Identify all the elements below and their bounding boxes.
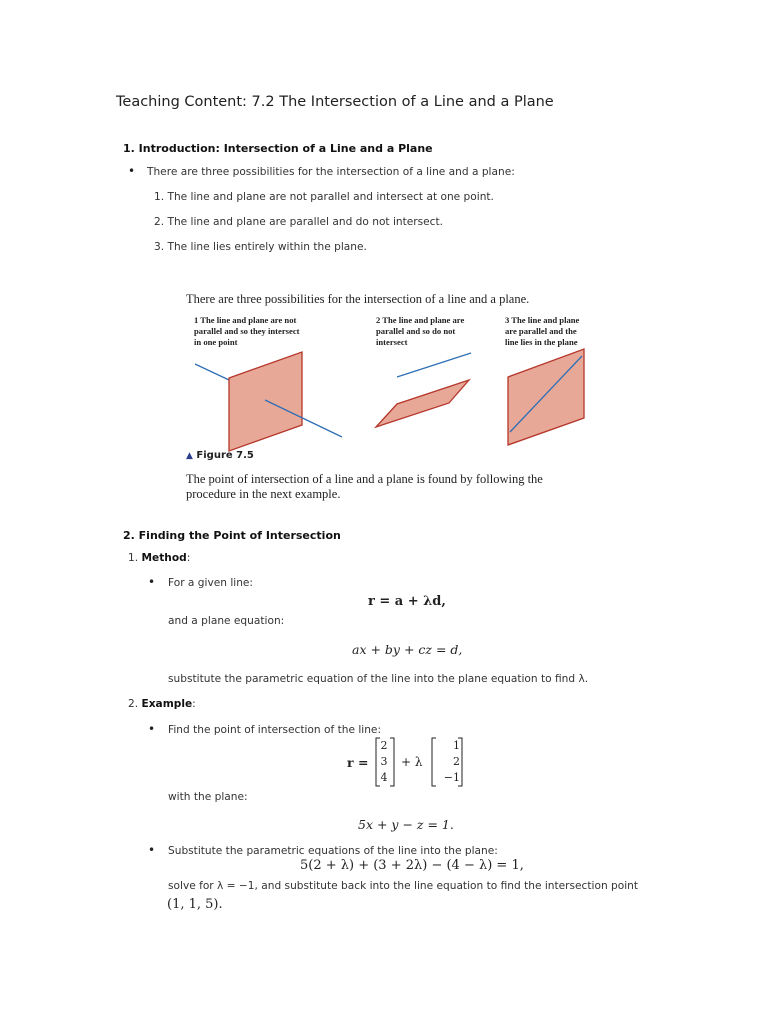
list-item: 1. The line and plane are not parallel and intersect at one point. [154, 191, 494, 203]
example-heading: 2. Example: [128, 698, 196, 710]
bullet-dot: • [148, 722, 156, 736]
substitute-bullet-text: Substitute the parametric equations of the line into the plane: [168, 845, 498, 857]
solve-text: solve for λ = −1, and substitute back into the line equation to find the intersection point [168, 880, 639, 892]
diagram-2 [376, 353, 471, 427]
bullet-dot: • [148, 575, 156, 589]
parallel-line [397, 353, 471, 377]
with-plane-text: with the plane: [168, 791, 248, 803]
section2-heading: 2. Finding the Point of Intersection [123, 529, 341, 542]
figure-caption-3: 3 The line and plane are parallel and the line lies in the plane [505, 315, 580, 347]
section1-bullet-text: There are three possibilities for the intersection of a line and a plane: [147, 166, 515, 178]
page-title: Teaching Content: 7.2 The Intersection of a Line and a Plane [116, 94, 554, 110]
list-item: 2. The line and plane are parallel and do not intersect. [154, 216, 444, 228]
list-item: 3. The line lies entirely within the plane. [154, 241, 367, 253]
plane-2 [376, 380, 469, 427]
section1-heading: 1. Introduction: Intersection of a Line and a Plane [123, 142, 433, 155]
intersection-point: (1, 1, 5). [167, 897, 223, 912]
diagram-3 [508, 349, 584, 445]
substitute-text: substitute the parametric equation of the line into the plane equation to find λ. [168, 673, 589, 685]
bullet-dot: • [148, 843, 156, 857]
figure-after-text: The point of intersection of a line and a plane is found by following the procedure in the next example. [186, 472, 543, 501]
vector-lhs: r = [347, 755, 369, 770]
bullet-dot: • [128, 164, 136, 178]
diagram-1 [195, 352, 342, 451]
method-heading: 1. Method: [128, 552, 191, 564]
vector-a: 2 3 4 [380, 739, 388, 784]
triangle-icon: ▲ [186, 451, 193, 461]
plane-3 [508, 349, 584, 445]
equation-substitution: 5(2 + λ) + (3 + 2λ) − (4 − λ) = 1, [300, 858, 524, 873]
method-bullet-text: For a given line: [168, 577, 254, 589]
equation-plane-2: 5x + y − z = 1. [358, 817, 454, 832]
plane-text: and a plane equation: [168, 615, 285, 627]
equation-plane: ax + by + cz = d, [352, 642, 463, 657]
vector-plus-lambda: + λ [401, 755, 423, 769]
equation-line: r = a + λd, [368, 594, 446, 609]
line-segment-behind [195, 364, 229, 380]
plane-1 [229, 352, 302, 451]
figure-label: ▲ Figure 7.5 [186, 450, 254, 461]
example-bullet-text: Find the point of intersection of the line: [168, 724, 382, 736]
vector-d: 1 2 −1 [443, 739, 460, 784]
figure-caption-1: 1 The line and plane are not parallel and so they intersect in one point [194, 315, 300, 347]
figure-intro: There are three possibilities for the intersection of a line and a plane. [186, 292, 530, 306]
figure-caption-2: 2 The line and plane are parallel and so do not intersect [376, 315, 465, 347]
